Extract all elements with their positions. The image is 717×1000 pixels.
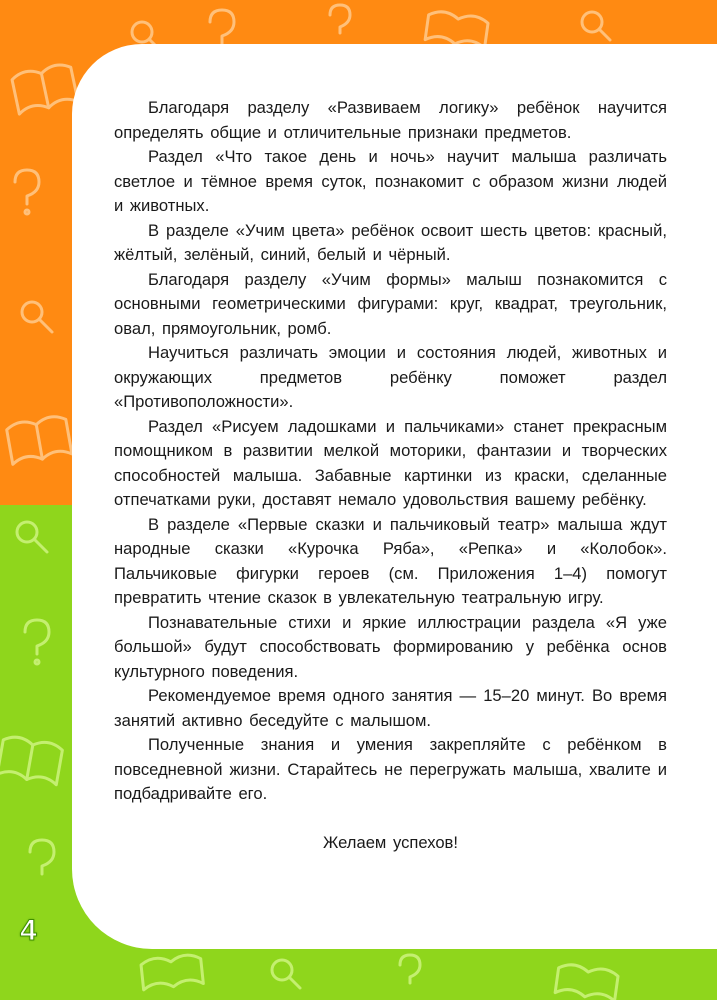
paragraph-shapes: Благодаря разделу «Учим формы» малыш познакомится с основными геометрическими фигурами: круг, квадрат, треугольник, овал, прямоугольник, ромб. [114, 269, 667, 338]
paragraph-reinforce: Полученные знания и умения закрепляйте с ребёнком в повседневной жизни. Старайтесь не перегружать малыша, хвалите и подбадривайте его. [114, 735, 667, 803]
paragraph-day-night: Раздел «Что такое день и ночь» научит малыша различать светлое и тёмное время суток, познакомит с образом жизни людей и животных. [114, 147, 667, 215]
page-number: 4 [20, 914, 37, 947]
paragraph-time: Рекомендуемое время одного занятия — 15–20 минут. Во время занятий активно беседуйте с малышом. [114, 686, 667, 730]
paragraph-fairy-tales: В разделе «Первые сказки и пальчиковый театр» малыша ждут народные сказки «Курочка Ряба», «Репка» и «Колобок». Пальчиковые фигурки героев (см. Приложения 1–4) помогут превратить чтение сказок в увлекательную театральную игру. [114, 514, 667, 607]
paragraph-logic: Благодаря разделу «Развиваем логику» ребёнок научится определять общие и отличительные признаки предметов. [114, 98, 667, 142]
paragraph-colors: В разделе «Учим цвета» ребёнок освоит шесть цветов: красный, жёлтый, зелёный, синий, белый и чёрный. [114, 220, 667, 264]
paragraph-opposites: Научиться различать эмоции и состояния людей, животных и окружающих предметов ребёнку поможет раздел «Противоположности». [114, 343, 667, 411]
paragraph-big: Познавательные стихи и яркие иллюстрации раздела «Я уже большой» будут способствовать формированию у ребёнка основ культурного поведения. [114, 612, 667, 681]
paragraph-drawing: Раздел «Рисуем ладошками и пальчиками» станет прекрасным помощником в развитии мелкой моторики, фантазии и творческих способностей малыша. Забавные картинки из краски, сделанные отпечатками руки, доставят немало удовольствия вашему ребёнку. [114, 416, 667, 509]
intro-text [114, 96, 667, 855]
closing-wish: Желаем успехов! [323, 832, 458, 852]
